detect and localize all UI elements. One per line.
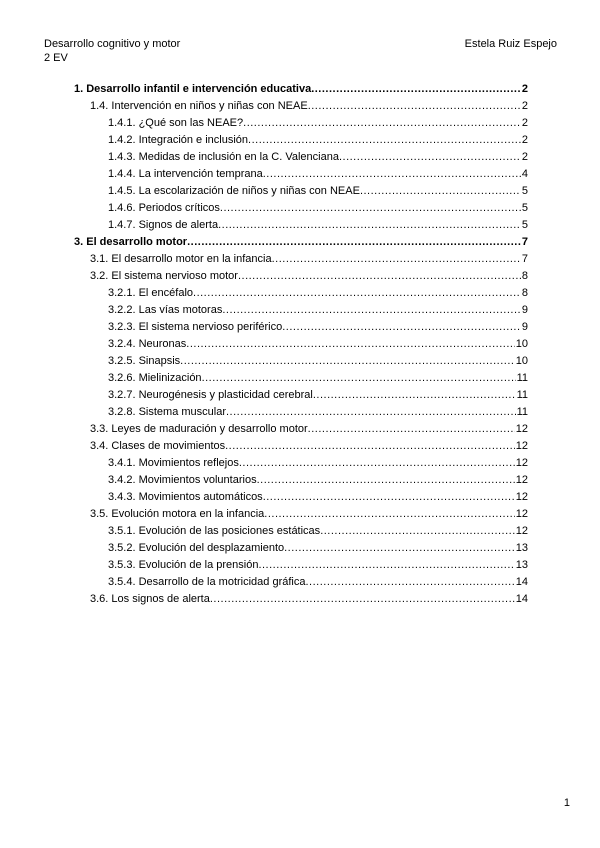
toc-entry-page: 2 <box>521 117 528 129</box>
toc-entry-title: 3. El desarrollo motor <box>74 236 188 248</box>
toc-dot-leader <box>305 576 514 588</box>
toc-dot-leader <box>202 372 516 384</box>
toc-entry[interactable] <box>74 542 528 559</box>
toc-entry-title: 3.5. Evolución motora en la infancia <box>90 508 265 520</box>
toc-entry[interactable] <box>74 202 528 219</box>
toc-entry-title: 3.2.6. Mielinización <box>108 372 202 384</box>
toc-dot-leader <box>239 457 515 469</box>
toc-entry-page: 5 <box>521 185 528 197</box>
toc-entry[interactable] <box>74 338 528 355</box>
toc-dot-leader <box>360 185 521 197</box>
toc-entry[interactable] <box>74 83 528 100</box>
toc-entry-page: 2 <box>521 134 528 146</box>
toc-entry-title: 3.2. El sistema nervioso motor <box>90 270 238 282</box>
toc-dot-leader <box>282 321 521 333</box>
toc-dot-leader <box>263 168 521 180</box>
toc-entry-title: 1.4.1. ¿Qué son las NEAE? <box>108 117 244 129</box>
toc-entry-page: 12 <box>515 474 528 486</box>
toc-entry-title: 3.5.2. Evolución del desplazamiento <box>108 542 285 554</box>
toc-entry-title: 3.4.3. Movimientos automáticos <box>108 491 263 503</box>
toc-entry-title: 1.4.3. Medidas de inclusión en la C. Valenciana <box>108 151 339 163</box>
toc-entry[interactable] <box>74 372 528 389</box>
toc-dot-leader <box>264 508 514 520</box>
toc-entry-title: 3.4. Clases de movimientos <box>90 440 226 452</box>
toc-entry[interactable] <box>74 287 528 304</box>
toc-entry[interactable] <box>74 508 528 525</box>
toc-dot-leader <box>187 236 521 248</box>
toc-dot-leader <box>311 83 521 95</box>
toc-entry[interactable] <box>74 406 528 423</box>
toc-entry-title: 3.6. Los signos de alerta <box>90 593 210 605</box>
toc-dot-leader <box>238 270 521 282</box>
toc-entry[interactable] <box>74 270 528 287</box>
toc-entry-page: 2 <box>521 83 528 95</box>
toc-entry-page: 12 <box>515 525 528 537</box>
header-subtitle: 2 EV <box>44 52 68 64</box>
toc-dot-leader <box>284 542 515 554</box>
toc-entry-title: 3.2.5. Sinapsis <box>108 355 181 367</box>
toc-entry[interactable] <box>74 100 528 117</box>
toc-entry[interactable] <box>74 491 528 508</box>
toc-entry[interactable] <box>74 389 528 406</box>
toc-entry-title: 1.4.5. La escolarización de niños y niñas con NEAE <box>108 185 360 197</box>
toc-entry[interactable] <box>74 440 528 457</box>
toc-entry-title: 1.4.7. Signos de alerta <box>108 219 219 231</box>
toc-entry[interactable] <box>74 117 528 134</box>
toc-dot-leader <box>339 151 521 163</box>
toc-dot-leader <box>193 287 521 299</box>
toc-entry-page: 10 <box>515 355 528 367</box>
toc-dot-leader <box>243 117 521 129</box>
toc-entry-page: 13 <box>515 542 528 554</box>
toc-entry[interactable] <box>74 474 528 491</box>
toc-entry-title: 3.4.1. Movimientos reflejos <box>108 457 239 469</box>
toc-entry-title: 3.2.7. Neurogénesis y plasticidad cerebral <box>108 389 313 401</box>
toc-entry[interactable] <box>74 321 528 338</box>
toc-entry-title: 1.4.2. Integración e inclusión <box>108 134 249 146</box>
toc-entry-page: 14 <box>515 576 528 588</box>
toc-dot-leader <box>248 134 521 146</box>
toc-entry[interactable] <box>74 457 528 474</box>
toc-entry[interactable] <box>74 134 528 151</box>
toc-entry-page: 12 <box>515 440 528 452</box>
toc-entry[interactable] <box>74 355 528 372</box>
toc-entry-title: 1.4.6. Periodos críticos <box>108 202 220 214</box>
toc-entry[interactable] <box>74 576 528 593</box>
toc-dot-leader <box>263 491 515 503</box>
toc-dot-leader <box>210 593 515 605</box>
toc-entry-page: 5 <box>521 202 528 214</box>
toc-entry[interactable] <box>74 304 528 321</box>
header-author: Estela Ruiz Espejo <box>464 38 557 50</box>
toc-dot-leader <box>218 219 521 231</box>
toc-entry-page: 11 <box>516 406 528 418</box>
toc-entry-page: 2 <box>521 100 528 112</box>
toc-entry-page: 14 <box>515 593 528 605</box>
toc-entry-page: 7 <box>521 253 528 265</box>
table-of-contents <box>74 83 528 610</box>
toc-entry-title: 3.5.3. Evolución de la prensión <box>108 559 259 571</box>
toc-entry-title: 3.2.8. Sistema muscular <box>108 406 226 418</box>
toc-entry-page: 11 <box>516 389 528 401</box>
toc-dot-leader <box>308 100 521 112</box>
toc-entry-page: 13 <box>515 559 528 571</box>
toc-dot-leader <box>258 559 514 571</box>
toc-entry-title: 3.1. El desarrollo motor en la infancia <box>90 253 272 265</box>
toc-entry-page: 10 <box>515 338 528 350</box>
toc-entry-title: 1.4.4. La intervención temprana <box>108 168 263 180</box>
page-number: 1 <box>563 797 570 809</box>
toc-dot-leader <box>222 304 521 316</box>
toc-dot-leader <box>257 474 515 486</box>
toc-entry-page: 5 <box>521 219 528 231</box>
toc-entry[interactable] <box>74 593 528 610</box>
toc-entry-page: 12 <box>515 457 528 469</box>
toc-entry-title: 3.5.1. Evolución de las posiciones estáticas <box>108 525 321 537</box>
toc-dot-leader <box>220 202 521 214</box>
toc-entry[interactable] <box>74 185 528 202</box>
toc-entry[interactable] <box>74 219 528 236</box>
toc-dot-leader <box>320 525 515 537</box>
toc-entry-page: 4 <box>521 168 528 180</box>
toc-entry[interactable] <box>74 151 528 168</box>
toc-entry-title: 3.4.2. Movimientos voluntarios <box>108 474 257 486</box>
toc-entry-page: 8 <box>521 287 528 299</box>
toc-entry-title: 1.4. Intervención en niños y niñas con NEAE <box>90 100 308 112</box>
toc-entry-title: 1. Desarrollo infantil e intervención educativa <box>74 83 312 95</box>
toc-entry-page: 7 <box>521 236 528 248</box>
toc-entry[interactable] <box>74 423 528 440</box>
toc-entry-title: 3.2.2. Las vías motoras <box>108 304 223 316</box>
toc-entry-title: 3.5.4. Desarrollo de la motricidad gráfica <box>108 576 306 588</box>
toc-entry-page: 2 <box>521 151 528 163</box>
toc-entry-title: 3.2.1. El encéfalo <box>108 287 194 299</box>
toc-dot-leader <box>313 389 516 401</box>
toc-dot-leader <box>180 355 515 367</box>
toc-entry-title: 3.3. Leyes de maduración y desarrollo motor <box>90 423 308 435</box>
toc-entry-title: 3.2.4. Neuronas <box>108 338 187 350</box>
toc-dot-leader <box>226 406 516 418</box>
toc-entry[interactable] <box>74 559 528 576</box>
toc-entry-page: 12 <box>515 423 528 435</box>
toc-dot-leader <box>186 338 514 350</box>
toc-entry-page: 8 <box>521 270 528 282</box>
toc-entry[interactable] <box>74 168 528 185</box>
toc-entry[interactable] <box>74 525 528 542</box>
toc-entry[interactable] <box>74 253 528 270</box>
toc-entry-page: 9 <box>521 321 528 333</box>
header-course-title: Desarrollo cognitivo y motor <box>44 38 181 50</box>
toc-dot-leader <box>308 423 515 435</box>
toc-dot-leader <box>272 253 521 265</box>
toc-entry-page: 12 <box>515 508 528 520</box>
toc-entry-page: 9 <box>521 304 528 316</box>
toc-entry-title: 3.2.3. El sistema nervioso periférico <box>108 321 283 333</box>
toc-entry-page: 11 <box>516 372 528 384</box>
toc-entry-page: 12 <box>515 491 528 503</box>
toc-entry[interactable] <box>74 236 528 253</box>
toc-dot-leader <box>225 440 515 452</box>
